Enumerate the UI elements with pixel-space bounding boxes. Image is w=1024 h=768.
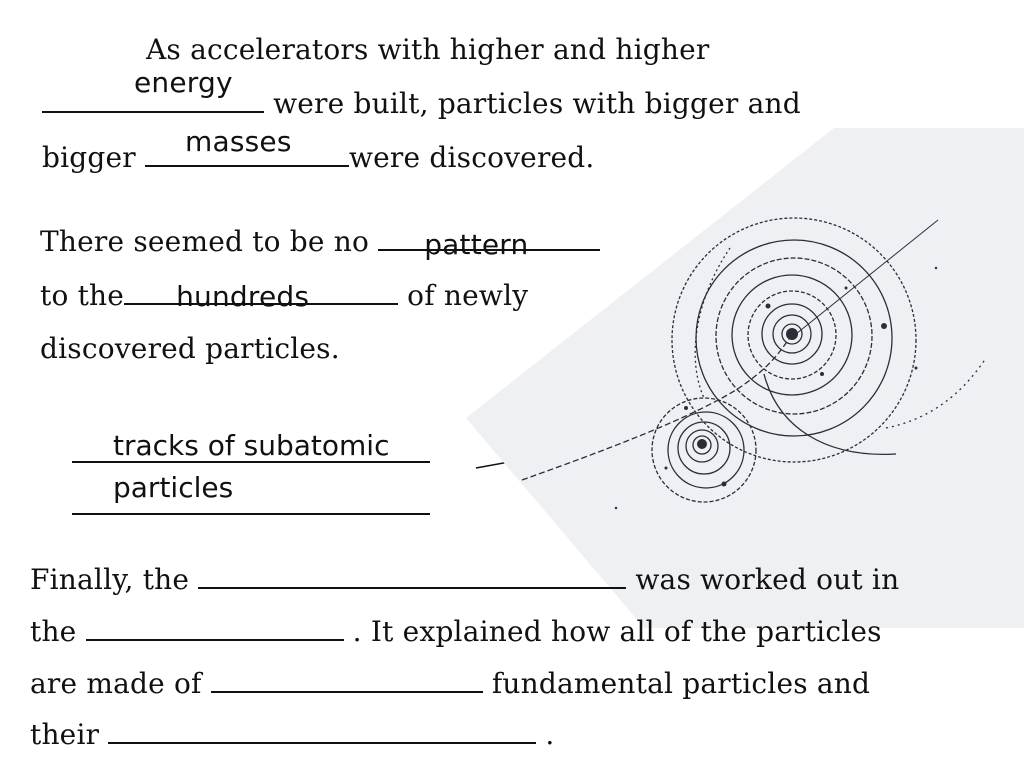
para3-line4-after: . (536, 718, 555, 751)
blank-hundreds[interactable] (124, 280, 398, 313)
answer-masses: masses (184, 125, 292, 158)
para2-line1-before: There seemed to be no (40, 225, 379, 258)
para3-line4-before: their (30, 718, 109, 751)
para2-line2-before: to the (40, 279, 125, 312)
para3-line2-before: the (30, 615, 86, 648)
para3-line3 (30, 669, 870, 698)
para3-line1-after: was worked out in (626, 563, 900, 596)
para3-line2 (30, 617, 882, 646)
para3-line3-after: fundamental particles and (482, 667, 871, 700)
para1-line3-before: bigger (42, 141, 145, 174)
para3-line2-after: . It explained how all of the particles (343, 615, 882, 648)
para1-line2 (42, 66, 801, 120)
para3-line3-before: are made of (30, 667, 211, 700)
para2-line3: discovered particles. (40, 332, 340, 365)
para3-line4 (30, 720, 555, 749)
blank-fundamental-count[interactable] (211, 669, 483, 693)
blank-energy[interactable] (42, 66, 264, 113)
caption-answer-line1: tracks of subatomic (113, 429, 390, 462)
answer-energy: energy (134, 66, 233, 99)
blank-model-name[interactable] (198, 565, 626, 589)
para1-line1: As accelerators with higher and higher (146, 33, 710, 66)
answer-pattern: pattern (424, 228, 529, 261)
para2-line2-after: of newly (398, 279, 529, 312)
para3-line1 (30, 565, 899, 594)
blank-masses[interactable] (145, 125, 349, 167)
para3-line1-before: Finally, the (30, 563, 199, 596)
para1-line2-text: were built, particles with bigger and (264, 87, 801, 120)
answer-hundreds: hundreds (176, 280, 310, 313)
para2-line2 (40, 279, 529, 313)
bubble-chamber-image (466, 128, 1024, 628)
caption-answer-line2: particles (113, 471, 234, 504)
para1-line3-after: were discovered. (348, 141, 595, 174)
blank-decade[interactable] (86, 617, 344, 641)
caption-blank-2[interactable] (72, 513, 430, 515)
blank-interactions[interactable] (108, 720, 536, 744)
